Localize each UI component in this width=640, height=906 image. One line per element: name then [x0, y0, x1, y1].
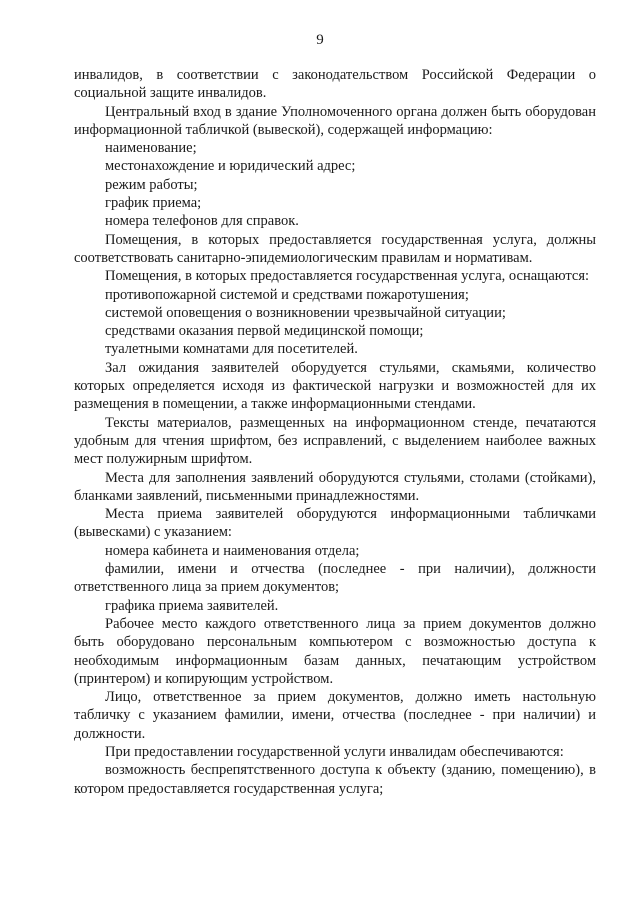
paragraph: Места приема заявителей оборудуются информационными табличками (вывесками) с указанием:: [74, 506, 596, 541]
paragraph: Лицо, ответственное за прием документов, должно иметь настольную табличку с указанием фамилии, имени, отчества (последнее - при наличии) и должности.: [74, 689, 596, 742]
paragraph: Зал ожидания заявителей оборудуется стульями, скамьями, количество которых определяется исходя из фактической нагрузки и возможностей для их размещения в помещении, а также информационными стендами.: [74, 359, 596, 413]
list-item: средствами оказания первой медицинской помощи;: [105, 323, 424, 340]
page-number: 9: [316, 32, 324, 48]
list-item: возможность беспрепятственного доступа к объекту (зданию, помещению), в котором предоставляется государственная услуга;: [74, 762, 596, 797]
paragraph: Рабочее место каждого ответственного лица за прием документов должно быть оборудовано персональным компьютером с возможностью доступа к необходимым информационным базам данных, печатающим устройством (принтером) и копирующим устройством.: [74, 615, 596, 687]
list-item: номера телефонов для справок.: [105, 213, 299, 230]
list-item: противопожарной системой и средствами пожаротушения;: [105, 286, 469, 303]
paragraph: При предоставлении государственной услуги инвалидам обеспечиваются:: [105, 743, 564, 760]
list-item: номера кабинета и наименования отдела;: [105, 542, 360, 559]
document-body: [74, 66, 596, 798]
paragraph: Центральный вход в здание Уполномоченного органа должен быть оборудован информационной табличкой (вывеской), содержащей информацию:: [74, 103, 596, 138]
paragraph: инвалидов, в соответствии с законодательством Российской Федерации о социальной защите инвалидов.: [74, 67, 596, 102]
list-item: графика приема заявителей.: [105, 597, 279, 614]
list-item: системой оповещения о возникновении чрезвычайной ситуации;: [105, 304, 506, 321]
list-item: местонахождение и юридический адрес;: [105, 158, 356, 175]
list-item: туалетными комнатами для посетителей.: [105, 341, 358, 358]
paragraph: Помещения, в которых предоставляется государственная услуга, должны соответствовать санитарно-эпидемиологическим правилам и нормативам.: [74, 231, 596, 266]
list-item: наименование;: [105, 140, 197, 157]
paragraph: Помещения, в которых предоставляется государственная услуга, оснащаются:: [105, 268, 590, 285]
list-item: фамилии, имени и отчества (последнее - при наличии), должности ответственного лица за прием документов;: [74, 561, 596, 596]
list-item: режим работы;: [105, 176, 198, 193]
list-item: график приема;: [105, 195, 202, 212]
paragraph: Тексты материалов, размещенных на информационном стенде, печатаются удобным для чтения шрифтом, без исправлений, с выделением наиболее важных мест полужирным шрифтом.: [74, 414, 596, 468]
paragraph: Места для заполнения заявлений оборудуются стульями, столами (стойками), бланками заявлений, письменными принадлежностями.: [74, 469, 596, 504]
